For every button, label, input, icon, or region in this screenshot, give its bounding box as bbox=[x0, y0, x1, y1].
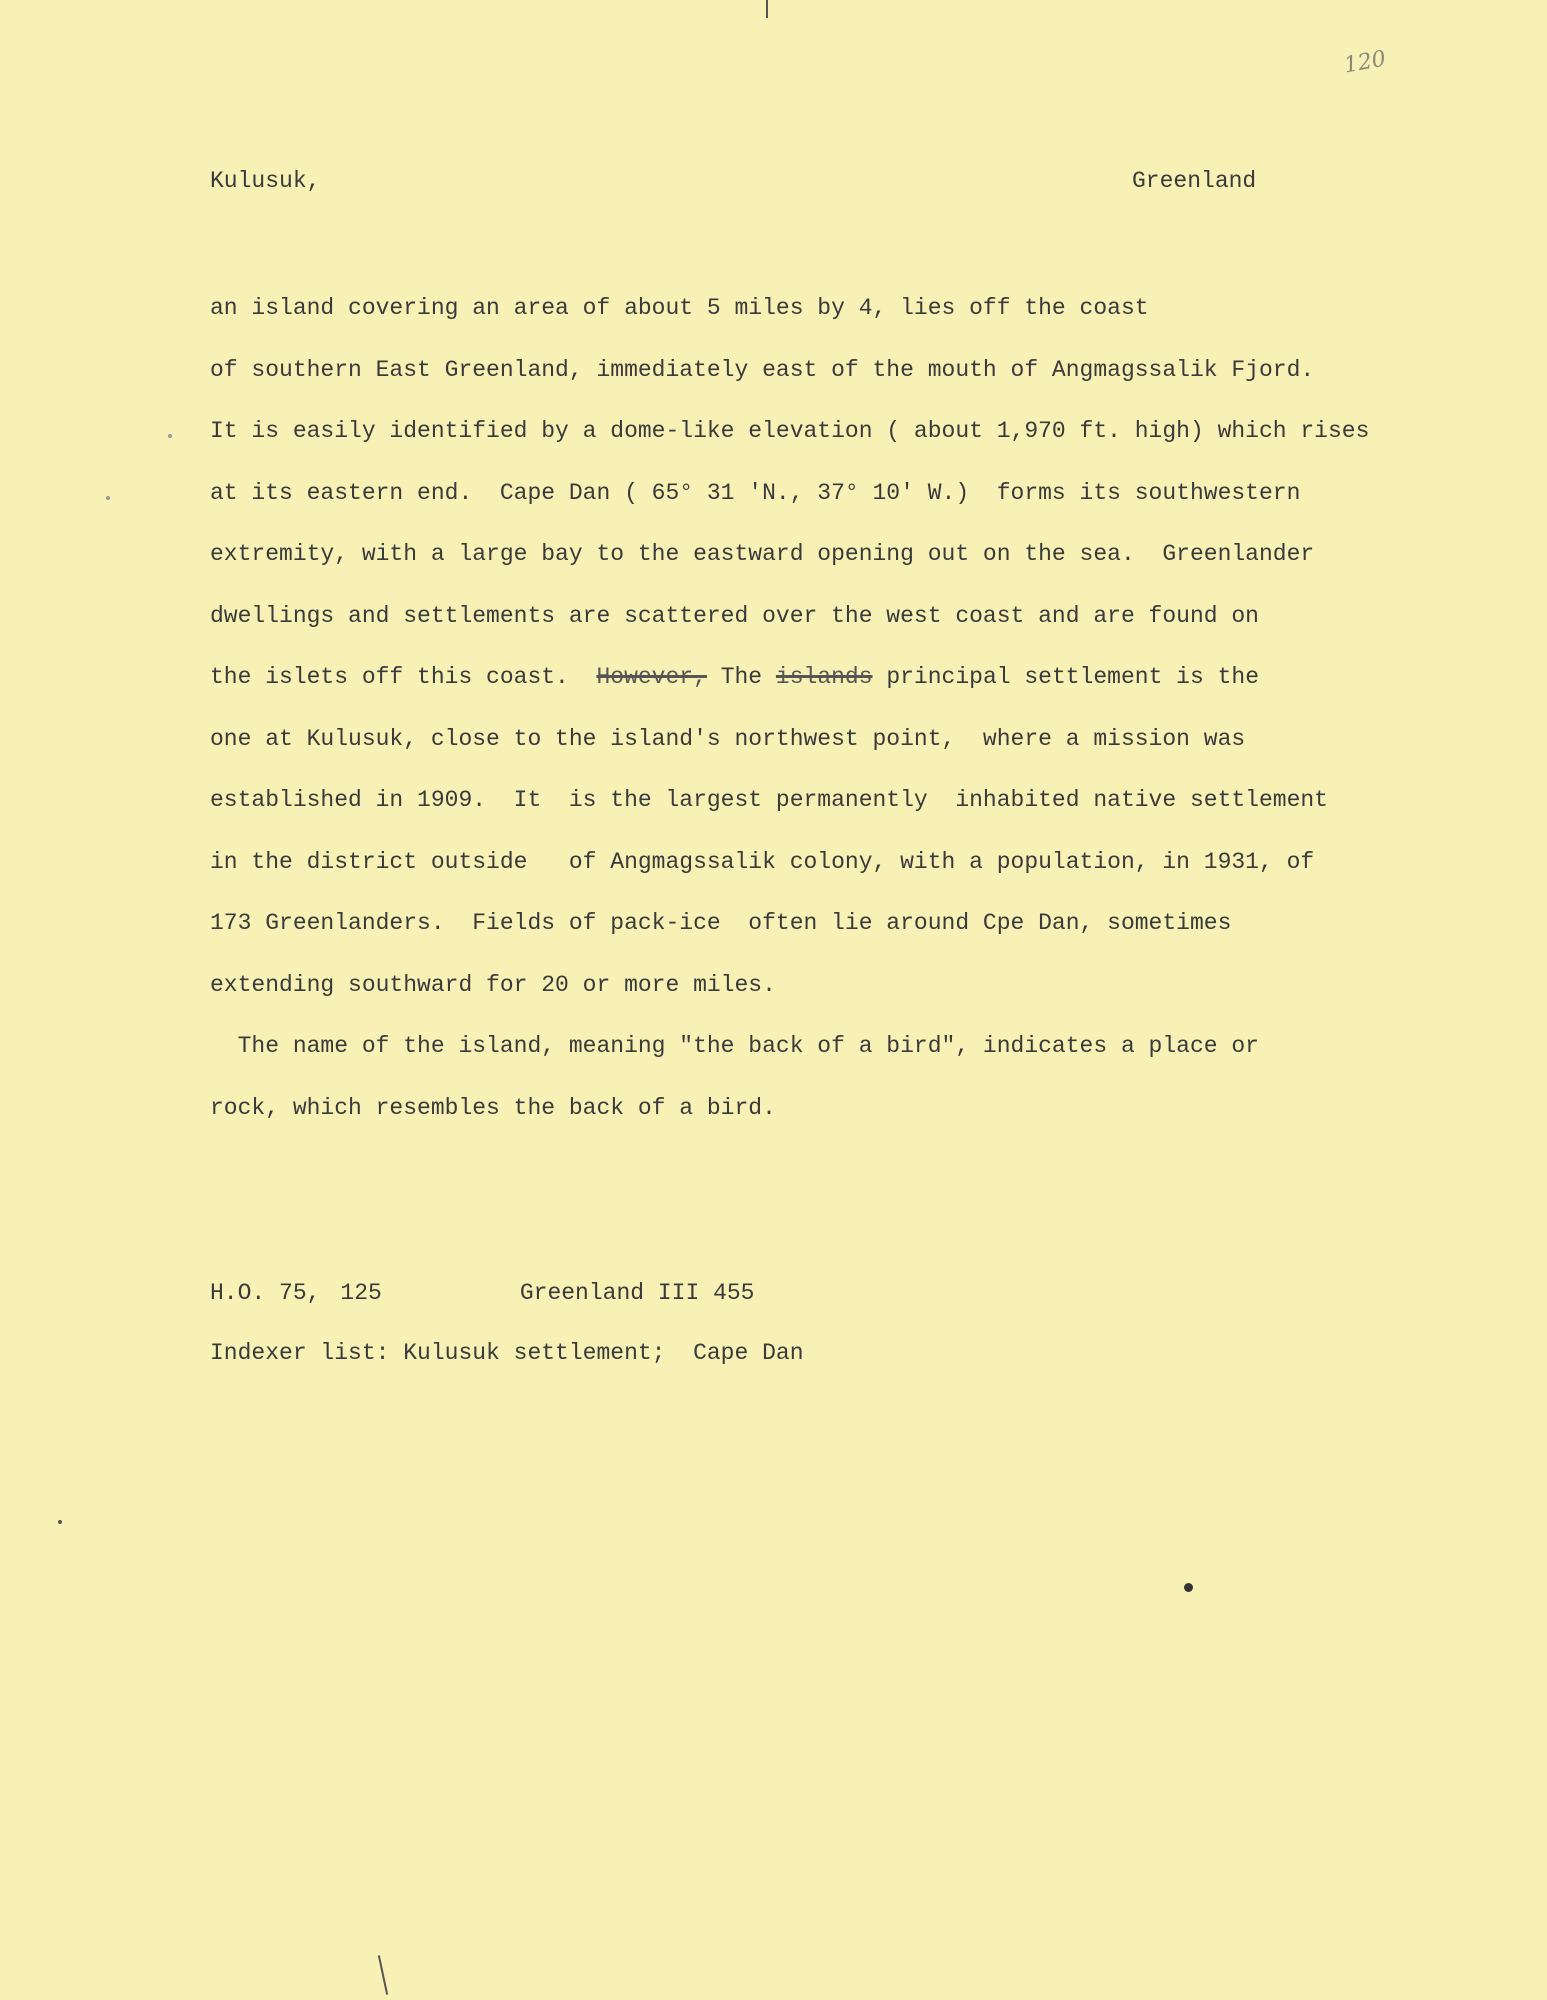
body-line-12: extending southward for 20 or more miles. bbox=[210, 971, 776, 998]
bottom-edge-mark bbox=[378, 1955, 388, 1995]
body-line-8: one at Kulusuk, close to the island's northwest point, where a mission was bbox=[210, 725, 1246, 752]
reference-page: 125 bbox=[340, 1280, 382, 1306]
header-place-name: Kulusuk, bbox=[210, 168, 321, 194]
body-line-1: an island covering an area of about 5 miles by 4, lies off the coast bbox=[210, 295, 1149, 321]
top-edge-mark bbox=[766, 0, 768, 18]
ink-speck bbox=[1184, 1583, 1193, 1592]
body-line-7-mid: The bbox=[706, 664, 776, 690]
page-number: 120 bbox=[1342, 46, 1388, 79]
name-meaning-line-1: The name of the island, meaning "the back of a bird", indicates a place or bbox=[210, 1033, 1259, 1059]
body-line-5: extremity, with a large bay to the eastward opening out on the sea. Greenlander bbox=[210, 541, 1315, 567]
references bbox=[210, 1273, 804, 1373]
name-meaning-line-2: rock, which resembles the back of a bird. bbox=[210, 1094, 776, 1121]
body-line-7-end: principal settlement is the bbox=[872, 664, 1259, 690]
reference-volume: Greenland III 455 bbox=[519, 1280, 755, 1306]
body-line-9: established in 1909. It is the largest permanently inhabited native settlement bbox=[210, 787, 1328, 813]
struck-word-however: However, bbox=[596, 664, 707, 690]
body-line-7-start: the islets off this coast. bbox=[210, 664, 597, 690]
struck-word-islands: islands bbox=[775, 664, 873, 690]
body-line-6: dwellings and settlements are scattered over the west coast and are found on bbox=[210, 602, 1259, 629]
margin-speck-2 bbox=[106, 496, 110, 500]
body-line-2: of southern East Greenland, immediately east of the mouth of Angmagssalik Fjord. bbox=[210, 356, 1315, 383]
body-line-4: at its eastern end. Cape Dan ( 65° 31 'N., 37° 10' W.) forms its southwestern bbox=[210, 479, 1301, 506]
ink-speck-small bbox=[58, 1520, 62, 1524]
body-line-11: 173 Greenlanders. Fields of pack-ice often lie around Cpe Dan, sometimes bbox=[210, 910, 1232, 936]
body-line-10: in the district outside of Angmagssalik colony, with a population, in 1931, of bbox=[210, 848, 1315, 875]
indexer-list: Indexer list: Kulusuk settlement; Cape Dan bbox=[210, 1340, 804, 1366]
body-line-3: It is easily identified by a dome-like elevation ( about 1,970 ft. high) which rises bbox=[210, 418, 1370, 444]
entry-body bbox=[210, 288, 1510, 1149]
reference-ho: H.O. 75, bbox=[210, 1280, 321, 1306]
body-line-7 bbox=[210, 657, 1510, 719]
source-reference-line bbox=[210, 1273, 804, 1333]
margin-speck bbox=[168, 434, 172, 438]
header-region: Greenland bbox=[1132, 168, 1257, 194]
